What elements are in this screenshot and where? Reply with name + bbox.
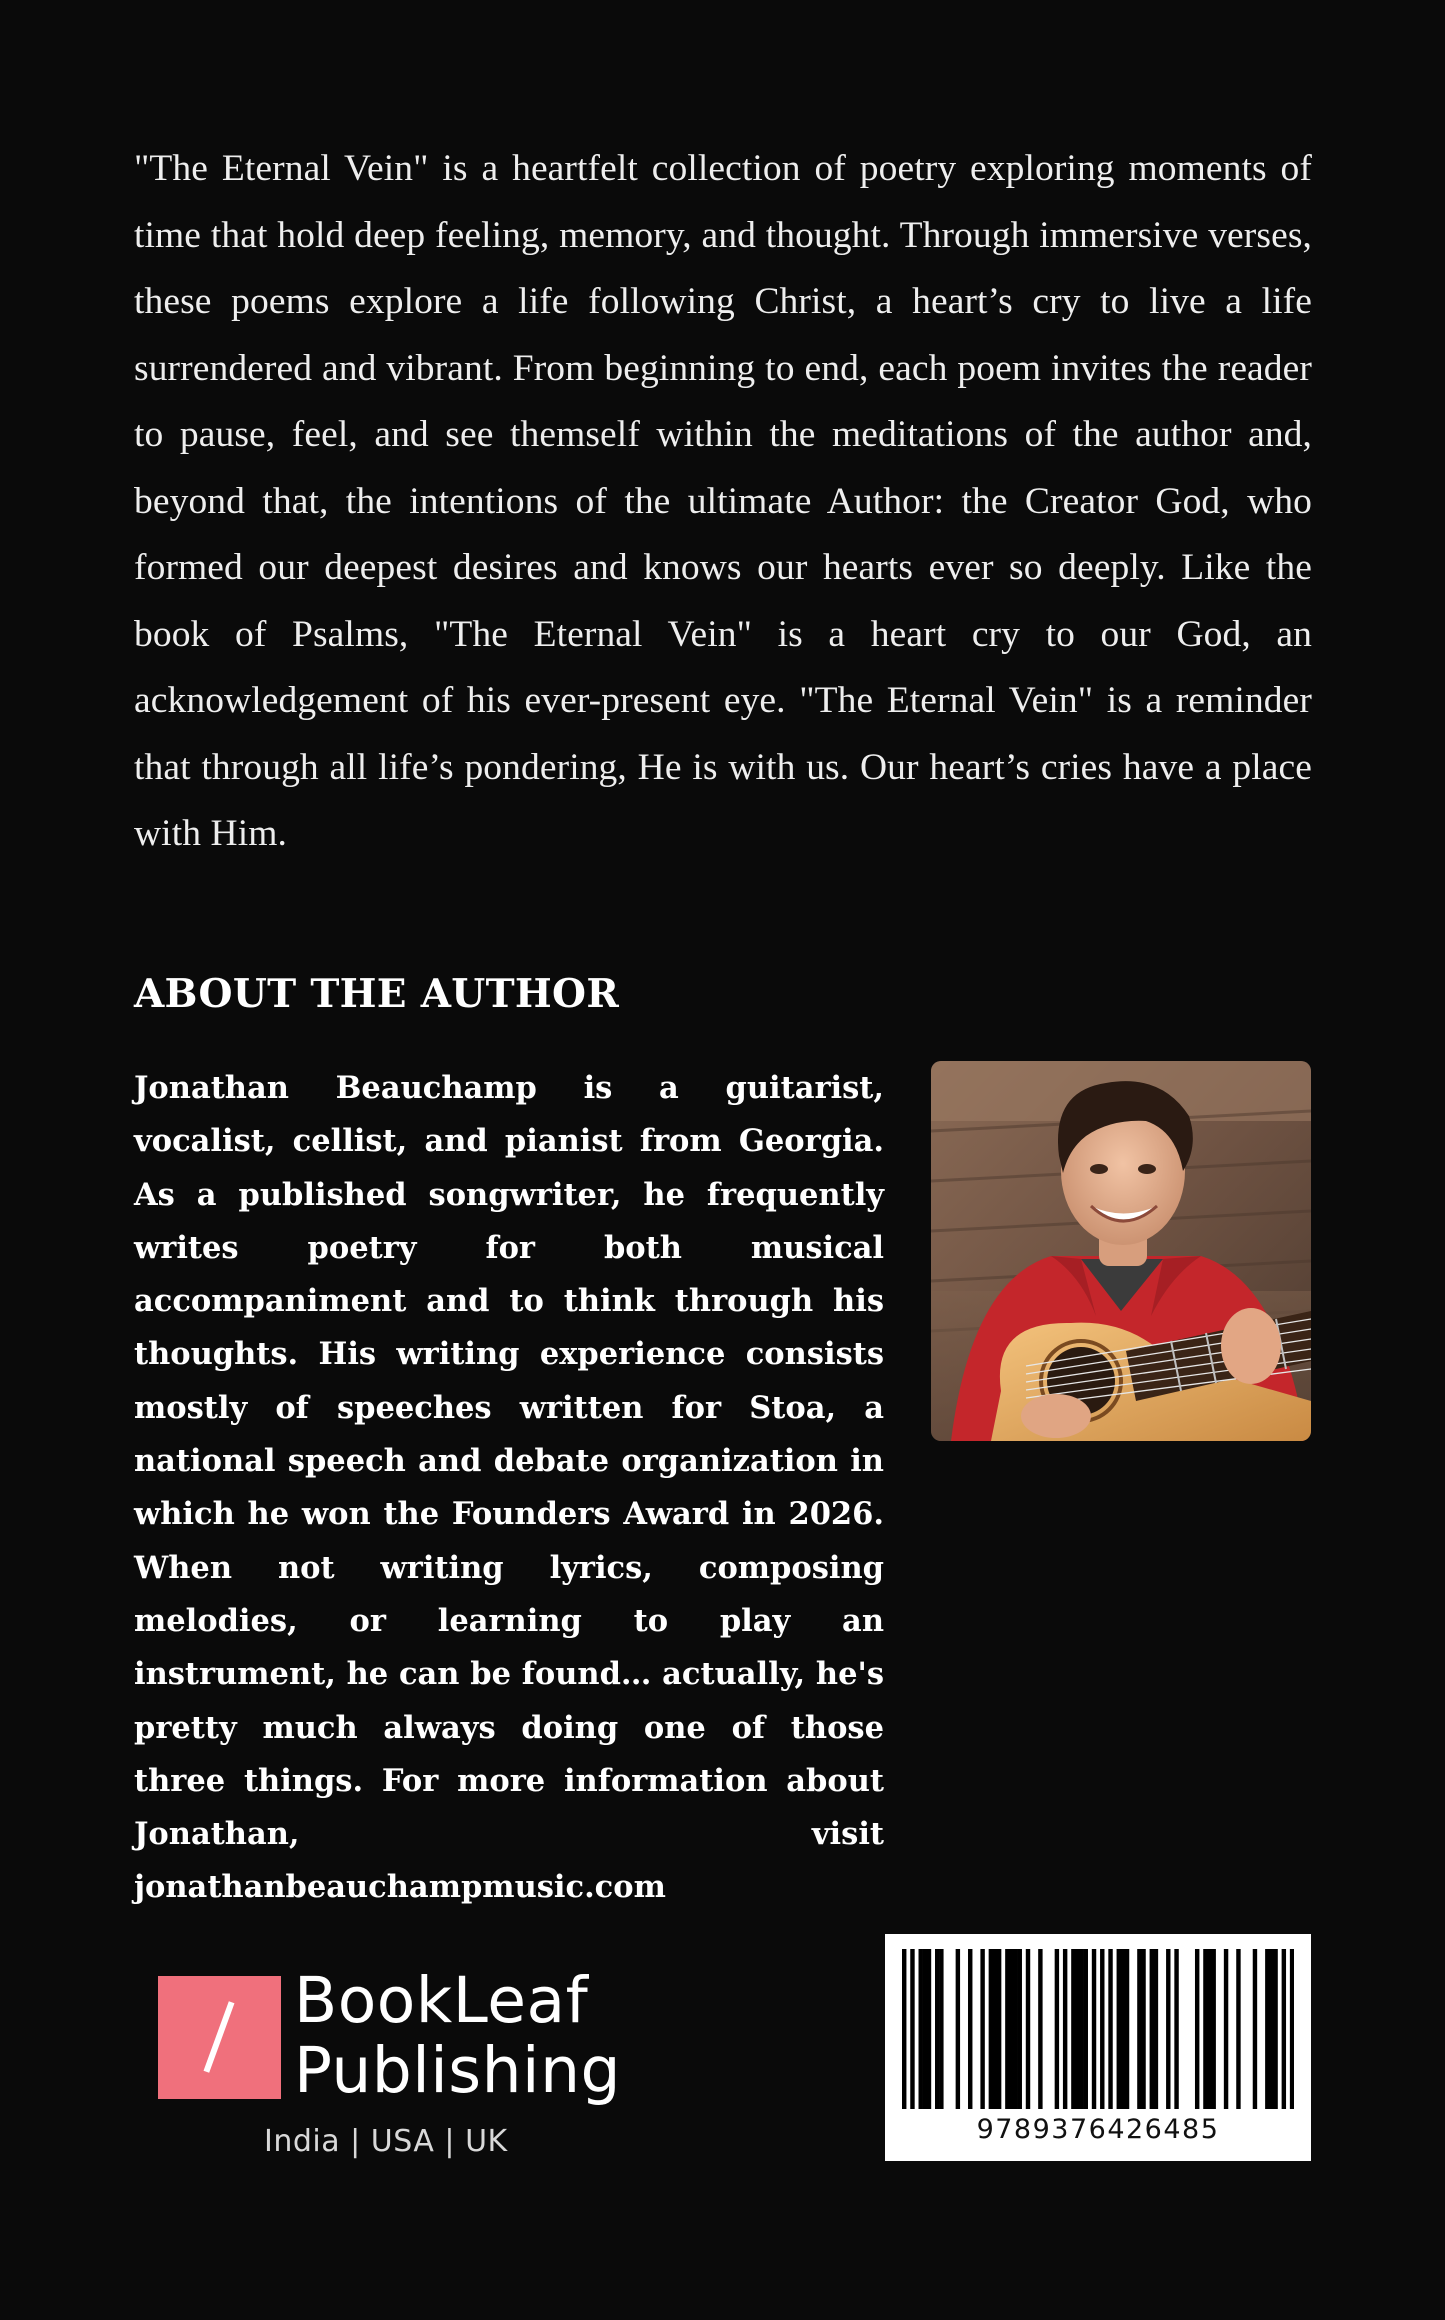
- barcode-bar: [1079, 1949, 1083, 2109]
- barcode-bar: [1009, 1949, 1013, 2109]
- book-blurb: "The Eternal Vein" is a heartfelt collection of poetry exploring moments of time that hold deep feeling, memory, and thought. Through immersive verses, these poems explore a life following Christ, a heart’s cry to live a life surrendered and vibrant. From beginning to end, each poem invites the reader to pause, feel, and see themself within the meditations of the author and, beyond that, the intentions of the ultimate Author: the Creator God, who formed our deepest desires and knows our hearts ever so deeply. Like the book of Psalms, "The Eternal Vein" is a heart cry to our God, an acknowledgement of his ever-present eye. "The Eternal Vein" is a reminder that through all life’s pondering, He is with us. Our heart’s cries have a place with Him.: [134, 148, 1312, 854]
- barcode-bar: [1150, 1949, 1154, 2109]
- barcode-bars: [902, 1949, 1294, 2109]
- barcode-bar: [1038, 1949, 1042, 2109]
- barcode-bar: [927, 1949, 931, 2109]
- barcode-bar: [1137, 1949, 1141, 2109]
- barcode-bar: [1224, 1949, 1228, 2109]
- barcode-bar: [1195, 1949, 1199, 2109]
- publisher-regions: India | USA | UK: [264, 2124, 508, 2159]
- barcode-bar: [1211, 1949, 1215, 2109]
- barcode-bar: [910, 1949, 914, 2109]
- barcode-bar: [1005, 1949, 1009, 2109]
- barcode-bar: [1084, 1949, 1088, 2109]
- barcode-bar: [1166, 1949, 1170, 2109]
- barcode-bar: [902, 1949, 906, 2109]
- barcode-bar: [1071, 1949, 1075, 2109]
- barcode-bar: [1290, 1949, 1294, 2109]
- barcode-bar: [935, 1949, 939, 2109]
- barcode-bar: [1018, 1949, 1022, 2109]
- barcode-bar: [939, 1949, 943, 2109]
- barcode-bar: [1273, 1949, 1277, 2109]
- barcode-bar: [1174, 1949, 1178, 2109]
- barcode-bar: [1269, 1949, 1273, 2109]
- about-author-heading: ABOUT THE AUTHOR: [134, 971, 620, 1017]
- barcode-bar: [1265, 1949, 1269, 2109]
- barcode-bar: [989, 1949, 993, 2109]
- barcode-bar: [1207, 1949, 1211, 2109]
- author-photo: [931, 1061, 1311, 1441]
- bookleaf-publishing-logo: [158, 1964, 621, 2172]
- barcode-bar: [1108, 1949, 1112, 2109]
- barcode-bar: [1075, 1949, 1079, 2109]
- barcode-bar: [1203, 1949, 1207, 2109]
- slash-logo-icon: [158, 1976, 281, 2099]
- barcode-bar: [1253, 1949, 1257, 2109]
- barcode-bar: [1117, 1949, 1121, 2109]
- barcode-bar: [1141, 1949, 1145, 2109]
- barcode-bar: [1121, 1949, 1125, 2109]
- barcode-bar: [923, 1949, 927, 2109]
- barcode-bar: [956, 1949, 960, 2109]
- barcode-bar: [1282, 1949, 1286, 2109]
- barcode-bar: [1055, 1949, 1059, 2109]
- barcode-bar: [1092, 1949, 1096, 2109]
- barcode-bar: [993, 1949, 997, 2109]
- publisher-name-line2: Publishing: [294, 2034, 621, 2107]
- barcode-bar: [1125, 1949, 1129, 2109]
- barcode-bar: [919, 1949, 923, 2109]
- barcode-bar: [1063, 1949, 1067, 2109]
- barcode-bar: [1026, 1949, 1030, 2109]
- barcode-bar: [997, 1949, 1001, 2109]
- barcode-bar: [1236, 1949, 1240, 2109]
- isbn-barcode: [885, 1934, 1311, 2161]
- publisher-name-line1: BookLeaf: [294, 1964, 589, 2037]
- author-bio: Jonathan Beauchamp is a guitarist, vocalist, cellist, and pianist from Georgia. As a published songwriter, he frequently writes poetry for both musical accompaniment and to think through his thoughts. His writing experience consists mostly of speeches written for Stoa, a national speech and debate organization in which he won the Founders Award in 2026. When not writing lyrics, composing melodies, or learning to play an instrument, he can be found… actually, he's pretty much always doing one of those three things. For more information about Jonathan, visit jonathanbeauchampmusic.com: [134, 1070, 884, 1906]
- barcode-bar: [968, 1949, 972, 2109]
- isbn-number: 9789376426485: [976, 2114, 1220, 2145]
- barcode-bar: [1154, 1949, 1158, 2109]
- barcode-bar: [1100, 1949, 1104, 2109]
- barcode-bar: [1013, 1949, 1017, 2109]
- barcode-bar: [980, 1949, 984, 2109]
